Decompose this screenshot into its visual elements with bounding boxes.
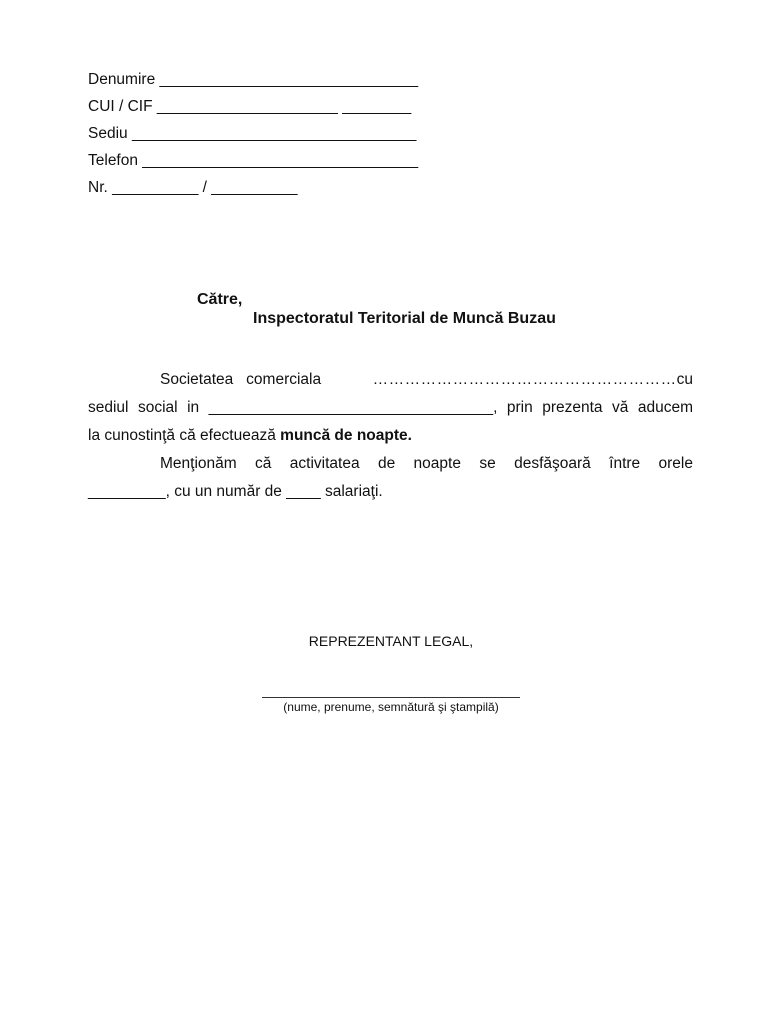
paragraph-line-4: Menţionăm că activitatea de noapte se desfăşoară între orele [160, 455, 693, 472]
headquarters-field: Sediu _________________________________ [88, 125, 417, 142]
company-label: Societatea comerciala [160, 371, 322, 388]
company-dots: ………………………………………………… [372, 371, 677, 388]
registration-number-field: Nr. __________ / __________ [88, 179, 298, 196]
signature-caption: (nume, prenume, semnătură şi ştampilă) [283, 700, 499, 714]
legal-representative-title: REPREZENTANT LEGAL, [308, 633, 474, 649]
line1-end: cu [676, 371, 693, 388]
paragraph-line-2: sediul social in _________________________________, prin prezenta vă aducem [88, 399, 693, 416]
recipient-institution: Inspectoratul Teritorial de Muncă Buzau [253, 310, 556, 327]
phone-field: Telefon ________________________________ [88, 152, 419, 169]
paragraph-line-5: _________, cu un număr de ____ salariaţi. [88, 483, 383, 500]
paragraph-line-3 [88, 426, 693, 446]
night-work-emphasis: muncă de noapte. [280, 427, 412, 444]
greeting: Către, [197, 291, 243, 308]
signature-line [262, 697, 520, 698]
line3-text: la cunostinţă că efectuează [88, 427, 281, 444]
cui-cif-field: CUI / CIF _____________________ ________ [88, 98, 412, 115]
paragraph-line-1 [88, 370, 693, 390]
company-name-field: Denumire ______________________________ [88, 71, 419, 88]
